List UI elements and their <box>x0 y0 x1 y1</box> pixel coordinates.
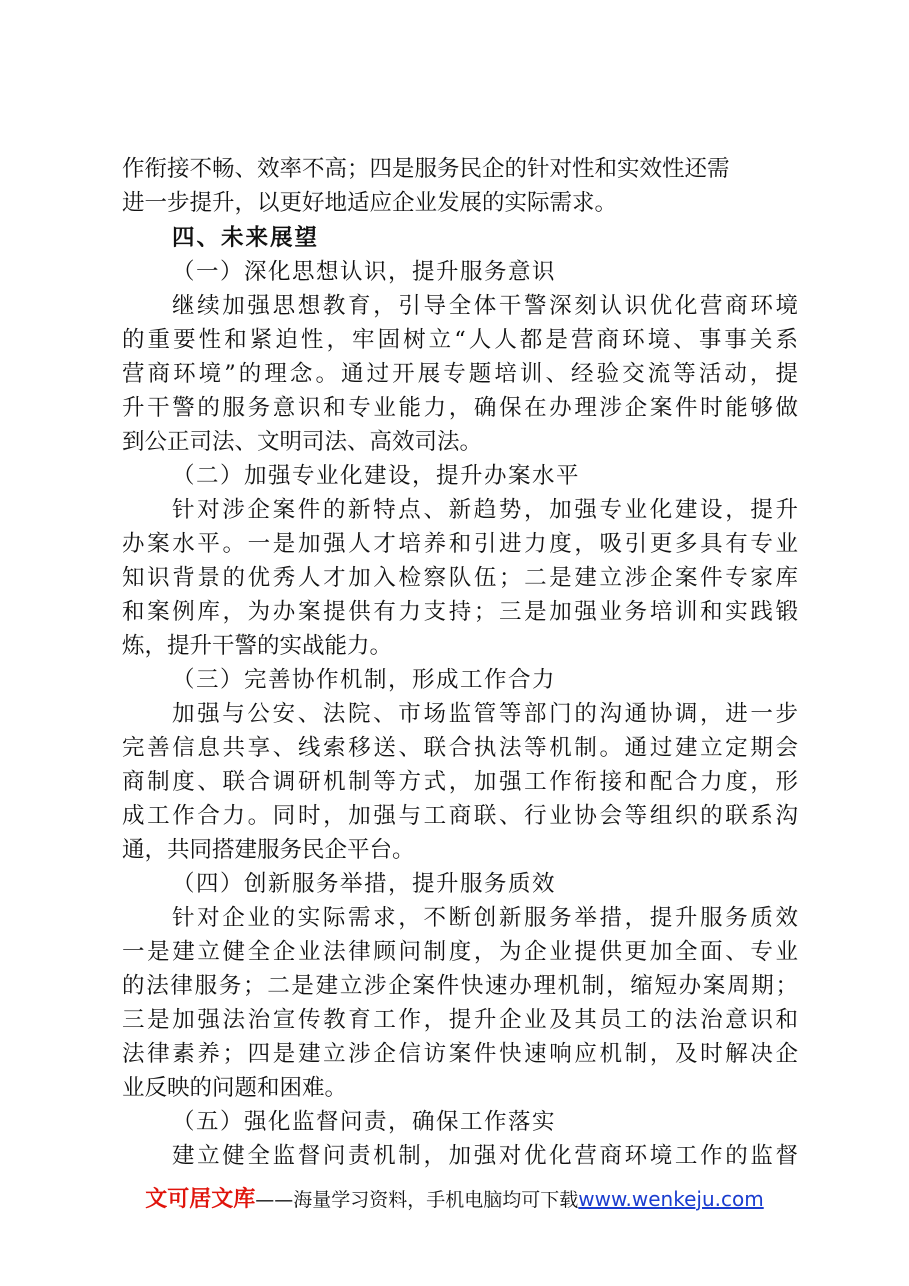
footer-slogan: ——海量学习资料，手机电脑均可下载 <box>255 1189 579 1211</box>
paragraph-line: 和案例库，为办案提供有力支持；三是加强业务培训和实践锻 <box>122 599 798 625</box>
subsection-heading: （四）创新服务举措，提升服务质效 <box>172 871 557 897</box>
footer-brand: 文可居文库 <box>145 1187 256 1212</box>
paragraph-line: 加强与公安、法院、市场监管等部门的沟通协调，进一步 <box>172 701 798 727</box>
paragraph-line: 建立健全监督问责机制，加强对优化营商环境工作的监督 <box>172 1143 798 1169</box>
paragraph-line: 一是建立健全企业法律顾问制度，为企业提供更加全面、专业 <box>122 939 798 965</box>
paragraph-line: 到公正司法、文明司法、高效司法。 <box>122 429 483 455</box>
paragraph-line: 营商环境”的理念。通过开展专题培训、经验交流等活动，提 <box>122 361 798 387</box>
paragraph-line: 针对企业的实际需求，不断创新服务举措，提升服务质效 <box>172 905 798 931</box>
paragraph-line: 炼，提升干警的实战能力。 <box>122 633 393 659</box>
footer-link[interactable]: www.wenkeju.com <box>578 1187 764 1211</box>
paragraph-line: 知识背景的优秀人才加入检察队伍；二是建立涉企案件专家库 <box>122 565 798 591</box>
subsection-heading: （五）强化监督问责，确保工作落实 <box>172 1109 557 1135</box>
paragraph-line: 商制度、联合调研机制等方式，加强工作衔接和配合力度，形 <box>122 769 798 795</box>
subsection-heading: （三）完善协作机制，形成工作合力 <box>172 667 557 693</box>
paragraph-line: 针对涉企案件的新特点、新趋势，加强专业化建设，提升 <box>172 497 798 523</box>
paragraph-line: 作衔接不畅、效率不高；四是服务民企的针对性和实效性还需 <box>122 156 730 182</box>
paragraph-line: 业反映的问题和困难。 <box>122 1075 348 1101</box>
paragraph-line: 的重要性和紧迫性，牢固树立“人人都是营商环境、事事关系 <box>122 327 798 353</box>
section-heading: 四、未来展望 <box>172 225 320 251</box>
paragraph-line: 完善信息共享、线索移送、联合执法等机制。通过建立定期会 <box>122 735 798 761</box>
paragraph-line: 成工作合力。同时，加强与工商联、行业协会等组织的联系沟 <box>122 803 798 829</box>
paragraph-line: 三是加强法治宣传教育工作，提升企业及其员工的法治意识和 <box>122 1007 798 1033</box>
paragraph-line: 办案水平。一是加强人才培养和引进力度，吸引更多具有专业 <box>122 531 798 557</box>
paragraph-line: 升干警的服务意识和专业能力，确保在办理涉企案件时能够做 <box>122 395 798 421</box>
paragraph-line: 通，共同搭建服务民企平台。 <box>122 837 415 863</box>
subsection-heading: （二）加强专业化建设，提升办案水平 <box>172 463 581 489</box>
subsection-heading: （一）深化思想认识，提升服务意识 <box>172 259 557 285</box>
paragraph-line: 法律素养；四是建立涉企信访案件快速响应机制，及时解决企 <box>122 1041 798 1067</box>
paragraph-line: 继续加强思想教育，引导全体干警深刻认识优化营商环境 <box>172 293 798 319</box>
footer-banner <box>0 1182 909 1212</box>
paragraph-line: 的法律服务；二是建立涉企案件快速办理机制，缩短办案周期； <box>122 973 798 999</box>
paragraph-line: 进一步提升，以更好地适应企业发展的实际需求。 <box>122 190 618 216</box>
